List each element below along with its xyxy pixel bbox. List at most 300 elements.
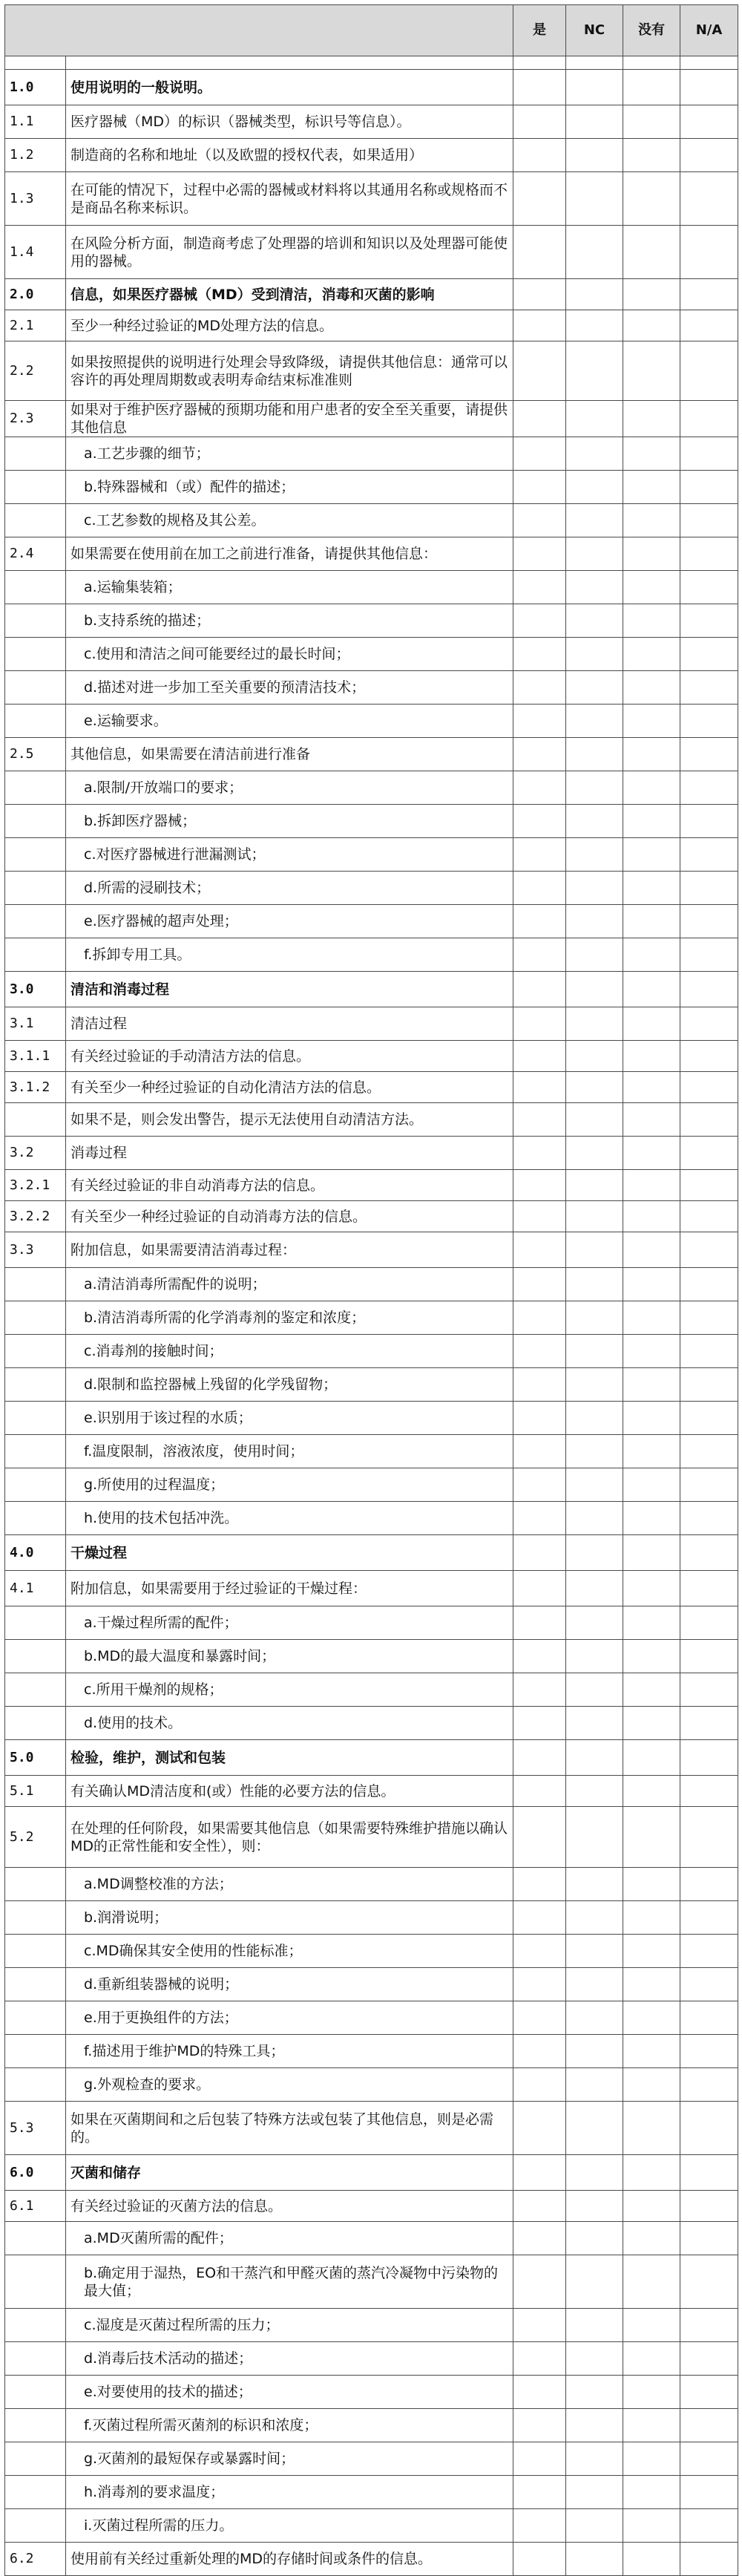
item-number (5, 1468, 66, 1502)
check-cell-nc[interactable] (566, 1502, 623, 1535)
check-cell-no[interactable] (623, 2409, 680, 2442)
check-cell-nc[interactable] (566, 638, 623, 671)
check-cell-na[interactable] (680, 2376, 738, 2409)
check-cell-no[interactable] (623, 2442, 680, 2476)
check-cell-yes[interactable] (513, 705, 566, 738)
check-cell-nc[interactable] (566, 1707, 623, 1740)
check-cell-na[interactable] (680, 1402, 738, 1435)
check-cell-yes[interactable] (513, 1072, 566, 1103)
check-cell-no[interactable] (623, 1868, 680, 1901)
check-cell-nc[interactable] (566, 1535, 623, 1571)
check-cell-yes[interactable] (513, 872, 566, 905)
check-cell-yes[interactable] (513, 2309, 566, 2342)
check-cell-na[interactable] (680, 671, 738, 705)
check-cell-na[interactable] (680, 1368, 738, 1402)
check-cell-no[interactable] (623, 1807, 680, 1868)
check-cell-nc[interactable] (566, 1402, 623, 1435)
check-cell-no[interactable] (623, 1640, 680, 1673)
check-cell-na[interactable] (680, 938, 738, 972)
check-cell-no[interactable] (623, 1435, 680, 1468)
check-cell-nc[interactable] (566, 771, 623, 805)
check-cell-no[interactable] (623, 471, 680, 504)
check-cell-no[interactable] (623, 172, 680, 226)
check-cell-nc[interactable] (566, 1072, 623, 1103)
check-cell-yes[interactable] (513, 1335, 566, 1368)
check-cell-na[interactable] (680, 56, 738, 70)
check-cell-nc[interactable] (566, 1170, 623, 1201)
check-cell-no[interactable] (623, 838, 680, 872)
check-cell-na[interactable] (680, 738, 738, 771)
check-cell-nc[interactable] (566, 938, 623, 972)
check-cell-yes[interactable] (513, 571, 566, 604)
check-cell-no[interactable] (623, 2476, 680, 2509)
check-cell-no[interactable] (623, 905, 680, 938)
check-cell-no[interactable] (623, 105, 680, 139)
check-cell-na[interactable] (680, 1502, 738, 1535)
item-text: 信息，如果医疗器械（MD）受到清洁，消毒和灭菌的影响 (66, 279, 513, 310)
item-text: d.消毒后技术活动的描述； (66, 2342, 513, 2376)
check-cell-yes[interactable] (513, 2476, 566, 2509)
check-cell-na[interactable] (680, 1435, 738, 1468)
check-cell-nc[interactable] (566, 805, 623, 838)
check-cell-nc[interactable] (566, 1201, 623, 1232)
check-cell-no[interactable] (623, 604, 680, 638)
check-cell-nc[interactable] (566, 671, 623, 705)
check-cell-yes[interactable] (513, 1606, 566, 1640)
check-cell-yes[interactable] (513, 1201, 566, 1232)
check-cell-na[interactable] (680, 705, 738, 738)
check-cell-na[interactable] (680, 604, 738, 638)
check-cell-nc[interactable] (566, 139, 623, 172)
check-cell-na[interactable] (680, 2409, 738, 2442)
check-cell-no[interactable] (623, 537, 680, 571)
check-cell-nc[interactable] (566, 226, 623, 279)
check-cell-na[interactable] (680, 1103, 738, 1137)
check-cell-na[interactable] (680, 2191, 738, 2222)
check-cell-yes[interactable] (513, 105, 566, 139)
check-cell-no[interactable] (623, 1535, 680, 1571)
check-cell-na[interactable] (680, 1776, 738, 1807)
check-cell-no[interactable] (623, 1402, 680, 1435)
check-cell-nc[interactable] (566, 1368, 623, 1402)
check-cell-yes[interactable] (513, 1468, 566, 1502)
check-cell-na[interactable] (680, 401, 738, 437)
check-cell-nc[interactable] (566, 1740, 623, 1776)
check-cell-yes[interactable] (513, 226, 566, 279)
check-cell-nc[interactable] (566, 70, 623, 105)
check-cell-yes[interactable] (513, 638, 566, 671)
check-cell-na[interactable] (680, 226, 738, 279)
check-cell-na[interactable] (680, 2068, 738, 2102)
check-cell-yes[interactable] (513, 401, 566, 437)
check-cell-na[interactable] (680, 838, 738, 872)
check-cell-nc[interactable] (566, 2342, 623, 2376)
check-cell-nc[interactable] (566, 1673, 623, 1707)
check-cell-yes[interactable] (513, 1673, 566, 1707)
check-cell-nc[interactable] (566, 2476, 623, 2509)
check-cell-yes[interactable] (513, 671, 566, 705)
check-cell-no[interactable] (623, 1232, 680, 1268)
check-cell-na[interactable] (680, 1137, 738, 1170)
check-cell-na[interactable] (680, 471, 738, 504)
check-cell-yes[interactable] (513, 604, 566, 638)
check-cell-na[interactable] (680, 1201, 738, 1232)
check-cell-no[interactable] (623, 1368, 680, 1402)
check-cell-nc[interactable] (566, 2255, 623, 2309)
check-cell-nc[interactable] (566, 2001, 623, 2035)
check-cell-no[interactable] (623, 1935, 680, 1968)
check-cell-na[interactable] (680, 1640, 738, 1673)
check-cell-yes[interactable] (513, 2442, 566, 2476)
check-cell-nc[interactable] (566, 972, 623, 1007)
check-cell-na[interactable] (680, 70, 738, 105)
check-cell-nc[interactable] (566, 738, 623, 771)
check-cell-na[interactable] (680, 905, 738, 938)
check-cell-nc[interactable] (566, 1041, 623, 1072)
check-cell-na[interactable] (680, 1041, 738, 1072)
check-cell-na[interactable] (680, 1232, 738, 1268)
check-cell-no[interactable] (623, 2102, 680, 2155)
check-cell-yes[interactable] (513, 2155, 566, 2191)
check-cell-no[interactable] (623, 2255, 680, 2309)
check-cell-no[interactable] (623, 2035, 680, 2068)
check-cell-na[interactable] (680, 2102, 738, 2155)
check-cell-na[interactable] (680, 310, 738, 341)
check-cell-no[interactable] (623, 139, 680, 172)
check-cell-na[interactable] (680, 2001, 738, 2035)
check-cell-nc[interactable] (566, 2035, 623, 2068)
check-cell-yes[interactable] (513, 1807, 566, 1868)
check-cell-yes[interactable] (513, 2191, 566, 2222)
check-cell-yes[interactable] (513, 1740, 566, 1776)
check-cell-na[interactable] (680, 1007, 738, 1041)
check-cell-na[interactable] (680, 1072, 738, 1103)
check-cell-yes[interactable] (513, 279, 566, 310)
check-cell-no[interactable] (623, 310, 680, 341)
check-cell-nc[interactable] (566, 571, 623, 604)
check-cell-no[interactable] (623, 70, 680, 105)
check-cell-yes[interactable] (513, 938, 566, 972)
check-cell-no[interactable] (623, 872, 680, 905)
check-cell-na[interactable] (680, 504, 738, 537)
check-cell-yes[interactable] (513, 1007, 566, 1041)
check-cell-na[interactable] (680, 139, 738, 172)
check-cell-no[interactable] (623, 1901, 680, 1935)
check-cell-no[interactable] (623, 1335, 680, 1368)
check-cell-no[interactable] (623, 1072, 680, 1103)
check-cell-yes[interactable] (513, 537, 566, 571)
check-cell-na[interactable] (680, 341, 738, 401)
check-cell-na[interactable] (680, 638, 738, 671)
check-cell-no[interactable] (623, 1502, 680, 1535)
item-text: b.MD的最大温度和暴露时间； (66, 1640, 513, 1673)
check-cell-nc[interactable] (566, 1571, 623, 1606)
check-cell-no[interactable] (623, 1170, 680, 1201)
check-cell-yes[interactable] (513, 139, 566, 172)
check-cell-yes[interactable] (513, 1170, 566, 1201)
check-cell-yes[interactable] (513, 771, 566, 805)
check-cell-nc[interactable] (566, 705, 623, 738)
check-cell-nc[interactable] (566, 1640, 623, 1673)
check-cell-na[interactable] (680, 1673, 738, 1707)
check-cell-nc[interactable] (566, 2191, 623, 2222)
item-text: c.所用干燥剂的规格； (66, 1673, 513, 1707)
check-cell-no[interactable] (623, 972, 680, 1007)
check-cell-yes[interactable] (513, 1041, 566, 1072)
check-cell-nc[interactable] (566, 56, 623, 70)
check-cell-no[interactable] (623, 638, 680, 671)
check-cell-yes[interactable] (513, 1502, 566, 1535)
check-cell-no[interactable] (623, 2342, 680, 2376)
check-cell-nc[interactable] (566, 1776, 623, 1807)
check-cell-no[interactable] (623, 805, 680, 838)
check-cell-na[interactable] (680, 1335, 738, 1368)
check-cell-no[interactable] (623, 2543, 680, 2576)
check-cell-nc[interactable] (566, 872, 623, 905)
check-cell-yes[interactable] (513, 2255, 566, 2309)
check-cell-nc[interactable] (566, 1807, 623, 1868)
check-cell-yes[interactable] (513, 437, 566, 471)
check-cell-nc[interactable] (566, 401, 623, 437)
check-cell-no[interactable] (623, 1968, 680, 2001)
check-cell-no[interactable] (623, 1137, 680, 1170)
sub-item-row (5, 2035, 738, 2068)
check-cell-nc[interactable] (566, 2543, 623, 2576)
check-cell-yes[interactable] (513, 1640, 566, 1673)
check-cell-yes[interactable] (513, 838, 566, 872)
check-cell-na[interactable] (680, 2476, 738, 2509)
check-cell-na[interactable] (680, 1740, 738, 1776)
check-cell-yes[interactable] (513, 2376, 566, 2409)
sub-item-row (5, 604, 738, 638)
check-cell-nc[interactable] (566, 2409, 623, 2442)
check-cell-na[interactable] (680, 1901, 738, 1935)
check-cell-no[interactable] (623, 571, 680, 604)
check-cell-no[interactable] (623, 1673, 680, 1707)
sub-item-row (5, 2442, 738, 2476)
check-cell-na[interactable] (680, 771, 738, 805)
check-cell-yes[interactable] (513, 471, 566, 504)
check-cell-na[interactable] (680, 2155, 738, 2191)
check-cell-nc[interactable] (566, 105, 623, 139)
check-cell-yes[interactable] (513, 1368, 566, 1402)
check-cell-yes[interactable] (513, 2102, 566, 2155)
check-cell-yes[interactable] (513, 1535, 566, 1571)
check-cell-nc[interactable] (566, 1232, 623, 1268)
check-cell-na[interactable] (680, 1606, 738, 1640)
sub-item-row (5, 1901, 738, 1935)
check-cell-nc[interactable] (566, 172, 623, 226)
check-cell-no[interactable] (623, 938, 680, 972)
check-cell-no[interactable] (623, 2001, 680, 2035)
check-cell-na[interactable] (680, 1807, 738, 1868)
check-cell-yes[interactable] (513, 1776, 566, 1807)
check-cell-yes[interactable] (513, 1868, 566, 1901)
check-cell-nc[interactable] (566, 471, 623, 504)
check-cell-na[interactable] (680, 2255, 738, 2309)
check-cell-na[interactable] (680, 2509, 738, 2543)
check-cell-nc[interactable] (566, 2309, 623, 2342)
check-cell-no[interactable] (623, 279, 680, 310)
check-cell-no[interactable] (623, 341, 680, 401)
check-cell-na[interactable] (680, 1571, 738, 1606)
check-cell-na[interactable] (680, 172, 738, 226)
check-cell-na[interactable] (680, 279, 738, 310)
check-cell-na[interactable] (680, 2543, 738, 2576)
check-cell-na[interactable] (680, 2342, 738, 2376)
check-cell-yes[interactable] (513, 310, 566, 341)
check-cell-nc[interactable] (566, 437, 623, 471)
check-cell-yes[interactable] (513, 1301, 566, 1335)
check-cell-na[interactable] (680, 2442, 738, 2476)
check-cell-nc[interactable] (566, 504, 623, 537)
check-cell-no[interactable] (623, 2509, 680, 2543)
check-cell-yes[interactable] (513, 1901, 566, 1935)
check-cell-yes[interactable] (513, 1968, 566, 2001)
check-cell-nc[interactable] (566, 1268, 623, 1301)
check-cell-nc[interactable] (566, 1468, 623, 1502)
check-cell-nc[interactable] (566, 2442, 623, 2476)
check-cell-na[interactable] (680, 437, 738, 471)
check-cell-na[interactable] (680, 1268, 738, 1301)
check-cell-nc[interactable] (566, 1606, 623, 1640)
check-cell-no[interactable] (623, 226, 680, 279)
check-cell-yes[interactable] (513, 1103, 566, 1137)
check-cell-na[interactable] (680, 105, 738, 139)
check-cell-no[interactable] (623, 1606, 680, 1640)
check-cell-na[interactable] (680, 537, 738, 571)
check-cell-nc[interactable] (566, 2068, 623, 2102)
check-cell-yes[interactable] (513, 805, 566, 838)
check-cell-no[interactable] (623, 2068, 680, 2102)
check-cell-yes[interactable] (513, 2409, 566, 2442)
check-cell-nc[interactable] (566, 341, 623, 401)
check-cell-no[interactable] (623, 1103, 680, 1137)
check-cell-na[interactable] (680, 972, 738, 1007)
check-cell-no[interactable] (623, 705, 680, 738)
check-cell-na[interactable] (680, 2035, 738, 2068)
check-cell-na[interactable] (680, 1935, 738, 1968)
check-cell-no[interactable] (623, 2376, 680, 2409)
check-cell-na[interactable] (680, 2222, 738, 2255)
check-cell-no[interactable] (623, 2309, 680, 2342)
check-cell-yes[interactable] (513, 172, 566, 226)
check-cell-no[interactable] (623, 771, 680, 805)
check-cell-no[interactable] (623, 1571, 680, 1606)
item-text: a.MD调整校准的方法； (66, 1868, 513, 1901)
check-cell-nc[interactable] (566, 1137, 623, 1170)
check-cell-nc[interactable] (566, 1103, 623, 1137)
check-cell-yes[interactable] (513, 1137, 566, 1170)
check-cell-nc[interactable] (566, 1007, 623, 1041)
check-cell-no[interactable] (623, 2222, 680, 2255)
check-cell-yes[interactable] (513, 972, 566, 1007)
check-cell-yes[interactable] (513, 2342, 566, 2376)
check-cell-nc[interactable] (566, 279, 623, 310)
check-cell-na[interactable] (680, 1968, 738, 2001)
check-cell-nc[interactable] (566, 1301, 623, 1335)
check-cell-no[interactable] (623, 437, 680, 471)
check-cell-yes[interactable] (513, 504, 566, 537)
check-cell-nc[interactable] (566, 838, 623, 872)
check-cell-no[interactable] (623, 1301, 680, 1335)
check-cell-yes[interactable] (513, 738, 566, 771)
check-cell-na[interactable] (680, 872, 738, 905)
check-cell-no[interactable] (623, 1201, 680, 1232)
check-cell-nc[interactable] (566, 1968, 623, 2001)
check-cell-no[interactable] (623, 504, 680, 537)
check-cell-no[interactable] (623, 1268, 680, 1301)
check-cell-no[interactable] (623, 2191, 680, 2222)
check-cell-yes[interactable] (513, 1707, 566, 1740)
check-cell-nc[interactable] (566, 1901, 623, 1935)
check-cell-no[interactable] (623, 1468, 680, 1502)
item-text: 在处理的任何阶段，如果需要其他信息（如果需要特殊维护措施以确认MD的正常性能和安全性），则： (66, 1807, 513, 1868)
check-cell-no[interactable] (623, 1041, 680, 1072)
check-cell-na[interactable] (680, 1301, 738, 1335)
check-cell-na[interactable] (680, 1868, 738, 1901)
check-cell-no[interactable] (623, 1776, 680, 1807)
check-cell-yes[interactable] (513, 1268, 566, 1301)
check-cell-yes[interactable] (513, 341, 566, 401)
check-cell-nc[interactable] (566, 1335, 623, 1368)
check-cell-nc[interactable] (566, 537, 623, 571)
check-cell-na[interactable] (680, 1468, 738, 1502)
check-cell-nc[interactable] (566, 2509, 623, 2543)
check-cell-no[interactable] (623, 401, 680, 437)
check-cell-nc[interactable] (566, 2222, 623, 2255)
check-cell-no[interactable] (623, 1707, 680, 1740)
check-cell-yes[interactable] (513, 1232, 566, 1268)
check-cell-yes[interactable] (513, 56, 566, 70)
check-cell-yes[interactable] (513, 2222, 566, 2255)
check-cell-yes[interactable] (513, 1571, 566, 1606)
check-cell-no[interactable] (623, 56, 680, 70)
check-cell-yes[interactable] (513, 2543, 566, 2576)
check-cell-yes[interactable] (513, 2068, 566, 2102)
check-cell-nc[interactable] (566, 1935, 623, 1968)
check-cell-nc[interactable] (566, 2376, 623, 2409)
check-cell-no[interactable] (623, 2155, 680, 2191)
check-cell-nc[interactable] (566, 604, 623, 638)
check-cell-yes[interactable] (513, 2509, 566, 2543)
check-cell-na[interactable] (680, 1170, 738, 1201)
check-cell-na[interactable] (680, 805, 738, 838)
check-cell-na[interactable] (680, 1535, 738, 1571)
check-cell-no[interactable] (623, 1740, 680, 1776)
check-cell-yes[interactable] (513, 1402, 566, 1435)
check-cell-yes[interactable] (513, 70, 566, 105)
check-cell-no[interactable] (623, 1007, 680, 1041)
check-cell-nc[interactable] (566, 2155, 623, 2191)
check-cell-nc[interactable] (566, 310, 623, 341)
check-cell-no[interactable] (623, 738, 680, 771)
check-cell-yes[interactable] (513, 905, 566, 938)
check-cell-na[interactable] (680, 571, 738, 604)
check-cell-na[interactable] (680, 2309, 738, 2342)
check-cell-nc[interactable] (566, 2102, 623, 2155)
check-cell-nc[interactable] (566, 1868, 623, 1901)
check-cell-nc[interactable] (566, 905, 623, 938)
check-cell-nc[interactable] (566, 1435, 623, 1468)
check-cell-na[interactable] (680, 1707, 738, 1740)
check-cell-yes[interactable] (513, 2001, 566, 2035)
check-cell-no[interactable] (623, 671, 680, 705)
check-cell-yes[interactable] (513, 1935, 566, 1968)
check-cell-yes[interactable] (513, 2035, 566, 2068)
check-cell-yes[interactable] (513, 1435, 566, 1468)
checklist-sheet (4, 4, 738, 2576)
